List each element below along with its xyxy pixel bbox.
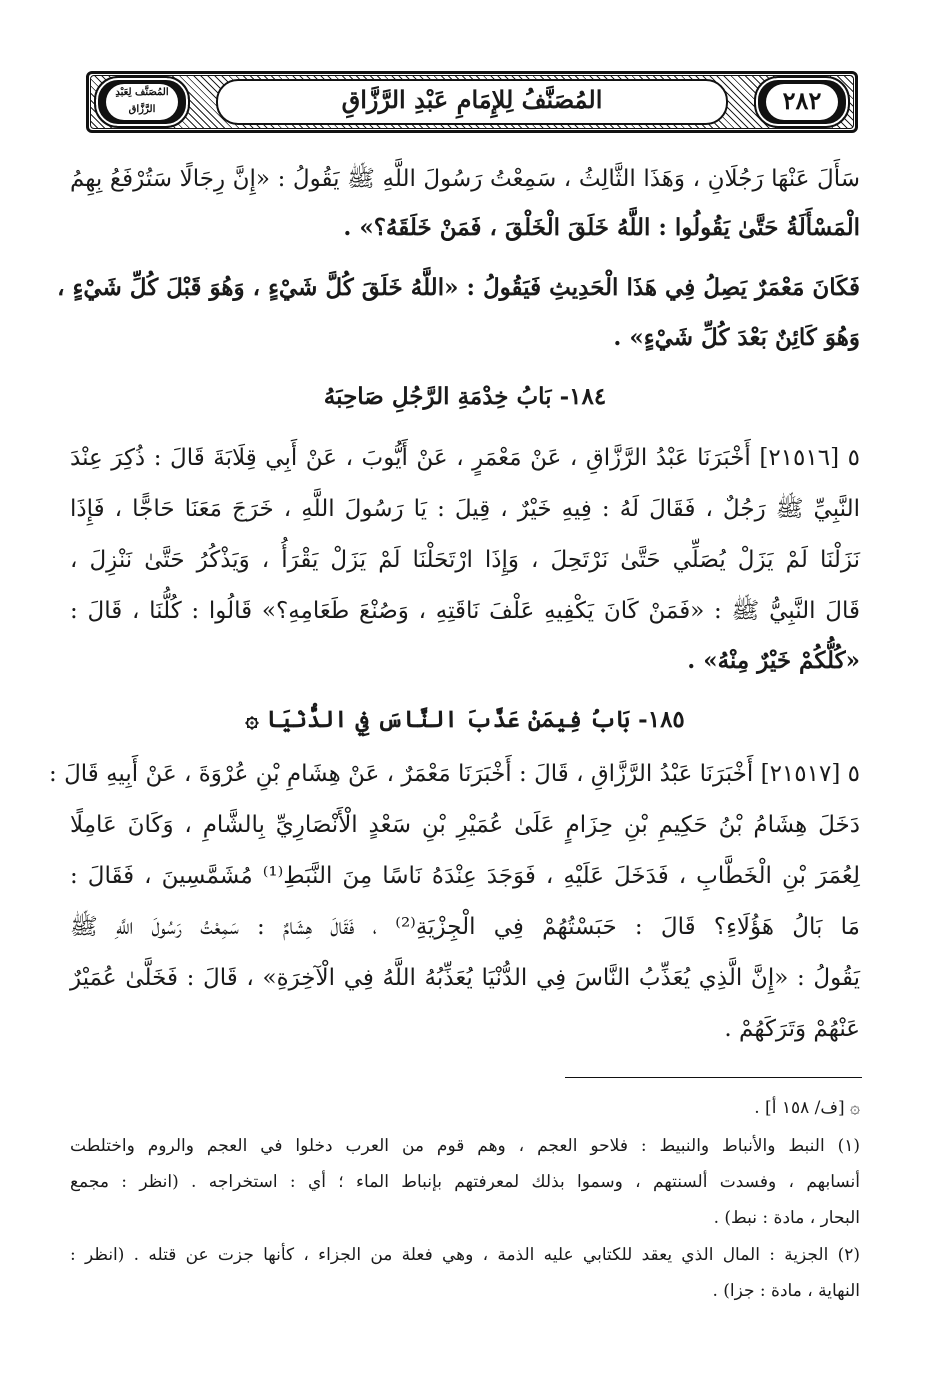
page-number: ٢٨٢ (766, 84, 838, 120)
book-seal-text: المُصَنَّف لِعَبْدِ الرَّزَّاق (106, 84, 178, 120)
text-line: فَكَانَ مَعْمَرٌ يَصِلُ فِي هَذَا الْحَدِيثِ فَيَقُولُ : «اللَّهُ خَلَقَ كُلَّ شَيْءٍ ، وَهُوَ قَبْلَ كُلِّ شَيْءٍ ، (57, 274, 860, 301)
page-number-badge (756, 78, 848, 126)
text-line: سَأَلَ عَنْهَا رَجُلَانِ ، وَهَذَا الثَّالِثُ ، سَمِعْتُ رَسُولَ اللَّهِ ﷺ يَقُولُ : «إِنَّ رِجَالًا سَتُرْفَعُ بِهِمُ (70, 166, 860, 192)
text-line: وَهُوَ كَائِنٌ بَعْدَ كُلِّ شَيْءٍ» . (613, 324, 860, 351)
hadith-21516-line: ٥ [٢١٥١٦] أَخْبَرَنَا عَبْدُ الرَّزَّاقِ ، عَنْ مَعْمَرٍ ، عَنْ أَيُّوبَ ، عَنْ أَبِي قِلَابَةَ قَالَ : ذُكِرَ عِنْدَ (70, 445, 860, 471)
text-line: الْمَسْأَلَةُ حَتَّىٰ يَقُولُوا : اللَّهُ خَلَقَ الْخَلْقَ ، فَمَنْ خَلَقَهُ؟» . (343, 214, 860, 241)
footnote-2-line: (٢) الجزية : المال الذي يعقد للكتابي عليه الذمة ، وهي فعلة من الجزاء ، كأنها جزت عن قتله . (انظر : (70, 1245, 860, 1265)
footnote-1-line: أنسابهم ، وفسدت ألسنتهم ، وسموا بذلك لمعرفتهم بإنباط الماء ؛ أي : استخراجه . (انظر : مجمع (70, 1172, 860, 1192)
hadith-21517-line: لِعُمَرَ بْنِ الْخَطَّابِ ، فَدَخَلَ عَلَيْهِ ، فَوَجَدَ عِنْدَهُ نَاسًا مِنَ النَّبَطِ⁽¹⁾ مُشَمَّسِينَ ، فَقَالَ : (70, 863, 860, 889)
hadith-21516-line: النَّبِيِّ ﷺ رَجُلٌ ، فَقَالَ لَهُ : فِيهِ خَيْرٌ ، قِيلَ : يَا رَسُولَ اللَّهِ ، خَرَجَ مَعَنَا حَاجًّا ، فَإِذَا (70, 496, 860, 522)
hadith-21517-line: مَا بَالُ هَؤُلَاءِ؟ قَالَ : حَبَسْتُهُمْ فِي الْجِزْيَةِ⁽²⁾ ، فَقَالَ هِشَامٌ : سَمِعْتُ رَسُولَ اللَّهِ ﷺ (70, 914, 860, 940)
footnote-1-line: (١) النبط والأنباط والنبيط : فلاحو العجم ، وهم قوم من العرب دخلوا في العجم والروم واختلطت (70, 1136, 860, 1156)
chapter-heading-184: ١٨٤- بَابُ خِدْمَةِ الرَّجُلِ صَاحِبَهُ (323, 383, 607, 410)
footnote-marker-note: ۞ [ف/ ١٥٨ أ] . (754, 1098, 860, 1118)
hadith-21517-line: عَنْهُمْ وَتَرَكَهُمْ . (724, 1016, 860, 1042)
hadith-21516-line: قَالَ النَّبِيُّ ﷺ : «فَمَنْ كَانَ يَكْفِيهِ عَلْفَ نَاقَتِهِ ، وَصُنْعَ طَعَامِهِ؟» قَالُوا : كُلُّنَا ، قَالَ : (70, 598, 860, 624)
book-seal-icon (96, 78, 188, 126)
running-header (86, 71, 858, 133)
footnote-1-line: البحار ، مادة : نبط) . (713, 1208, 860, 1228)
book-title: المُصَنَّفُ لِلإِمَامِ عَبْدِ الرَّزَّاقِ (341, 85, 603, 114)
chapter-heading-185: ١٨٥- بَابُ فِيمَنْ عَذَّبَ النَّاسَ فِي الدُّنْيَا ۞ (245, 706, 685, 733)
hadith-21517-line: دَخَلَ هِشَامُ بْنُ حَكِيمِ بْنِ حِزَامٍ عَلَىٰ عُمَيْرِ بْنِ سَعْدٍ الْأَنْصَارِيِّ بِالشَّامِ ، وَكَانَ عَامِلًا (70, 812, 860, 838)
hadith-21516-line: نَزَلْنَا لَمْ يَزَلْ يُصَلِّي حَتَّىٰ نَرْتَحِلَ ، وَإِذَا ارْتَحَلْنَا لَمْ يَزَلْ يَقْرَأُ ، وَيَذْكُرُ حَتَّىٰ نَنْزِلَ ، (70, 547, 860, 573)
hadith-21517-line: يَقُولُ : «إِنَّ الَّذِي يُعَذِّبُ النَّاسَ فِي الدُّنْيَا يُعَذِّبُهُ اللَّهُ فِي الْآخِرَةِ» ، قَالَ : فَخَلَّىٰ عُمَيْرٌ (70, 965, 860, 991)
hadith-21516-line: «كُلُّكُمْ خَيْرٌ مِنْهُ» . (687, 647, 860, 674)
hadith-21517-line: ٥ [٢١٥١٧] أَخْبَرَنَا عَبْدُ الرَّزَّاقِ ، قَالَ : أَخْبَرَنَا مَعْمَرٌ ، عَنْ هِشَامِ بْنِ عُرْوَةَ ، عَنْ أَبِيهِ قَالَ : (49, 761, 860, 787)
footnote-2-line: النهاية ، مادة : جزا) . (712, 1281, 860, 1301)
footnote-divider (565, 1077, 862, 1078)
